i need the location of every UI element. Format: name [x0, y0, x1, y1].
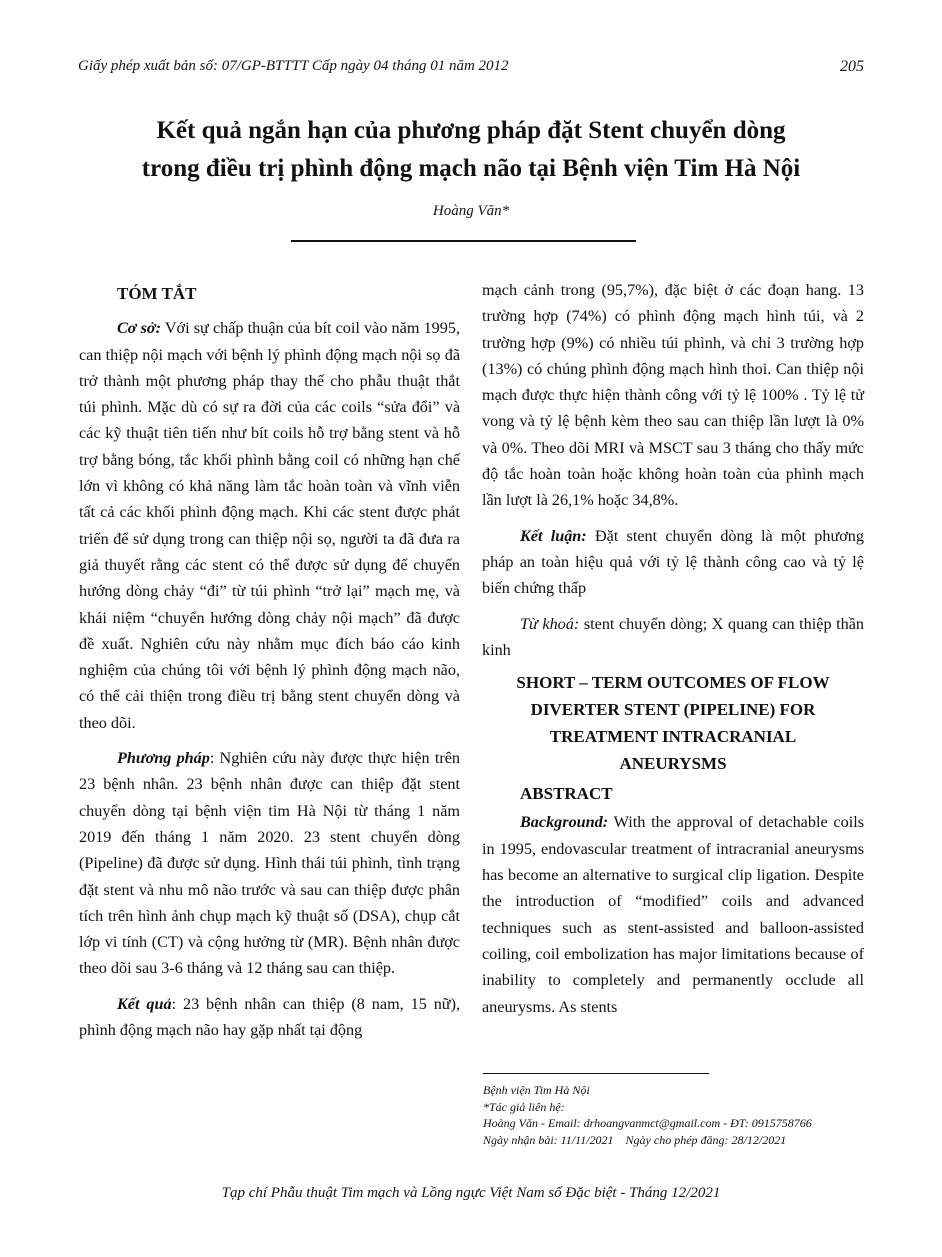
- footnote-divider: [483, 1073, 709, 1074]
- results-paragraph-continued: mạch cảnh trong (95,7%), đặc biệt ở các đoạn hang. 13 trường hợp (74%) có phình động mạch hình túi, và 2 trường hợp (9%) có nhiều túi phình, và chỉ 3 trường hợp (13%) có chúng phình động mạch hình thoi. Can thiệp nội mạch được thực hiện thành công với tỷ lệ 100% . Tỷ lệ tử vong và tỷ lệ bệnh kèm theo sau can thiệp lần lượt là 0% và 0%. Theo dõi MRI và MSCT sau 3 tháng cho thấy mức độ tắc hoàn toàn hoặc không hoàn toàn của phình mạch lần lượt là 26,1% hoặc 34,8%.: [482, 281, 864, 510]
- results-paragraph-start: [79, 991, 460, 1044]
- results-label: Kết quả: [117, 994, 172, 1013]
- summary-heading: TÓM TẮT: [117, 284, 197, 303]
- abstract-heading: ABSTRACT: [520, 784, 613, 804]
- keywords-text: stent chuyển dòng; X quang can thiệp thần kinh: [482, 614, 864, 659]
- results-text-left: : 23 bệnh nhân can thiệp (8 nam, 15 nữ), phình động mạch não hay gặp nhất tại động: [79, 994, 461, 1040]
- background-paragraph: [79, 315, 460, 736]
- keywords-label: Từ khoá:: [520, 614, 580, 633]
- running-header: [78, 58, 864, 80]
- article-title: [70, 112, 872, 188]
- conclusion-text: Đặt stent chuyển dòng là một phương pháp an toàn hiệu quả với tỷ lệ thành công cao và tỷ lệ biến chứng thấp: [482, 526, 864, 598]
- author: Hoàng Văn*: [432, 203, 510, 219]
- english-background-paragraph: [482, 809, 864, 1019]
- conclusion-paragraph: [482, 523, 864, 602]
- left-column: [79, 281, 460, 1043]
- keywords-paragraph: [482, 611, 864, 664]
- english-title: [482, 669, 864, 777]
- page-number: 205: [840, 58, 864, 75]
- license-text: Giấy phép xuất bản số: 07/GP-BTTTT Cấp ngày 04 tháng 01 năm 2012: [78, 58, 509, 74]
- title-divider: [291, 240, 636, 242]
- english-background-label: Background:: [520, 813, 609, 832]
- english-background-text: With the approval of detachable coils in 1995, endovascular treatment of intracranial aneurysms has become an alternative to surgical clip ligation. Despite the introduction of “modified” coils and advanced techniques such as stent-assisted and balloon-assisted coiling, coil embolization has major limitations because of inability to completely and permanently occlude all aneurysms. As stents: [482, 813, 864, 1016]
- footnote-received: Ngày nhận bài: 11/11/2021: [483, 1132, 614, 1147]
- background-label: Cơ sở:: [117, 319, 162, 338]
- footnote-affiliation: Bệnh viện Tim Hà Nội: [483, 1083, 590, 1097]
- methods-paragraph: [79, 745, 460, 982]
- footnote-contact: Hoàng Văn - Email: drhoangvanmct@gmail.com - ĐT: 0915758766: [483, 1116, 812, 1130]
- title-line-2: trong điều trị phình động mạch não tại Bệnh viện Tim Hà Nội: [141, 155, 801, 182]
- english-title-line-4: ANEURYSMS: [619, 754, 727, 774]
- footnote-corresponding: *Tác giả liên hệ:: [483, 1099, 565, 1114]
- footnotes: [483, 1082, 883, 1148]
- title-line-1: Kết quả ngắn hạn của phương pháp đặt Stent chuyển dòng: [156, 117, 786, 144]
- journal-footer: Tạp chí Phẫu thuật Tim mạch và Lồng ngực Việt Nam số Đặc biệt - Tháng 12/2021: [221, 1185, 721, 1201]
- english-title-line-2: DIVERTER STENT (PIPELINE) FOR: [530, 700, 816, 720]
- methods-label: Phương pháp: [117, 749, 210, 768]
- english-title-line-3: TREATMENT INTRACRANIAL: [549, 727, 797, 747]
- background-text: Với sự chấp thuận của bít coil vào năm 1995, can thiệp nội mạch với bệnh lý phình động mạch nội sọ đã trở thành một phương pháp thay thế cho phẫu thuật thắt túi phình. Mặc dù có sự ra đời của các coils “sửa đổi” và các kỹ thuật tiên tiến như bít coils hỗ trợ bằng stent và hỗ trợ bằng bóng, tắc khối phình bằng coil có những hạn chế lớn vì không có khả năng làm tắc hoàn toàn và vĩnh viễn tất cả các khối phình động mạch. Khi các stent được phát triển để sử dụng trong can thiệp nội sọ, người ta đã đưa ra giả thuyết rằng các stent có thể được sử dụng để chuyển hướng dòng chảy “đi” từ túi phình “trở lại” mạch mẹ, và khái niệm “chuyển hướng dòng chảy nội mạch” đã được đề xuất. Nghiên cứu này nhằm mục đích báo cáo kinh nghiệm của chúng tôi với bệnh lý phình động mạch não, có thể cải thiện trong điều trị bằng stent chuyển dòng và theo dõi.: [79, 319, 460, 732]
- conclusion-label: Kết luận:: [520, 526, 587, 545]
- footnote-dates: [483, 1132, 883, 1149]
- right-column: [482, 277, 864, 1020]
- footnote-accepted: Ngày cho phép đăng: 28/12/2021: [625, 1132, 787, 1147]
- methods-text: : Nghiên cứu này được thực hiện trên 23 bệnh nhân. 23 bệnh nhân được can thiệp đặt stent chuyển dòng tại bệnh viện tim Hà Nội từ tháng 1 năm 2019 đến tháng 1 năm 2020. 23 stent chuyển dòng (Pipeline) đã được sử dụng. Hình thái túi phình, tình trạng đặt stent và nhu mô não trước và sau can thiệp được phân tích trên hình ảnh chụp mạch kỹ thuật số (DSA), chụp cắt lớp vi tính (CT) và cộng hưởng từ (MR). Bệnh nhân được theo dõi sau 3-6 tháng và 12 tháng sau can thiệp.: [79, 749, 460, 978]
- english-title-line-1: SHORT – TERM OUTCOMES OF FLOW: [516, 673, 830, 693]
